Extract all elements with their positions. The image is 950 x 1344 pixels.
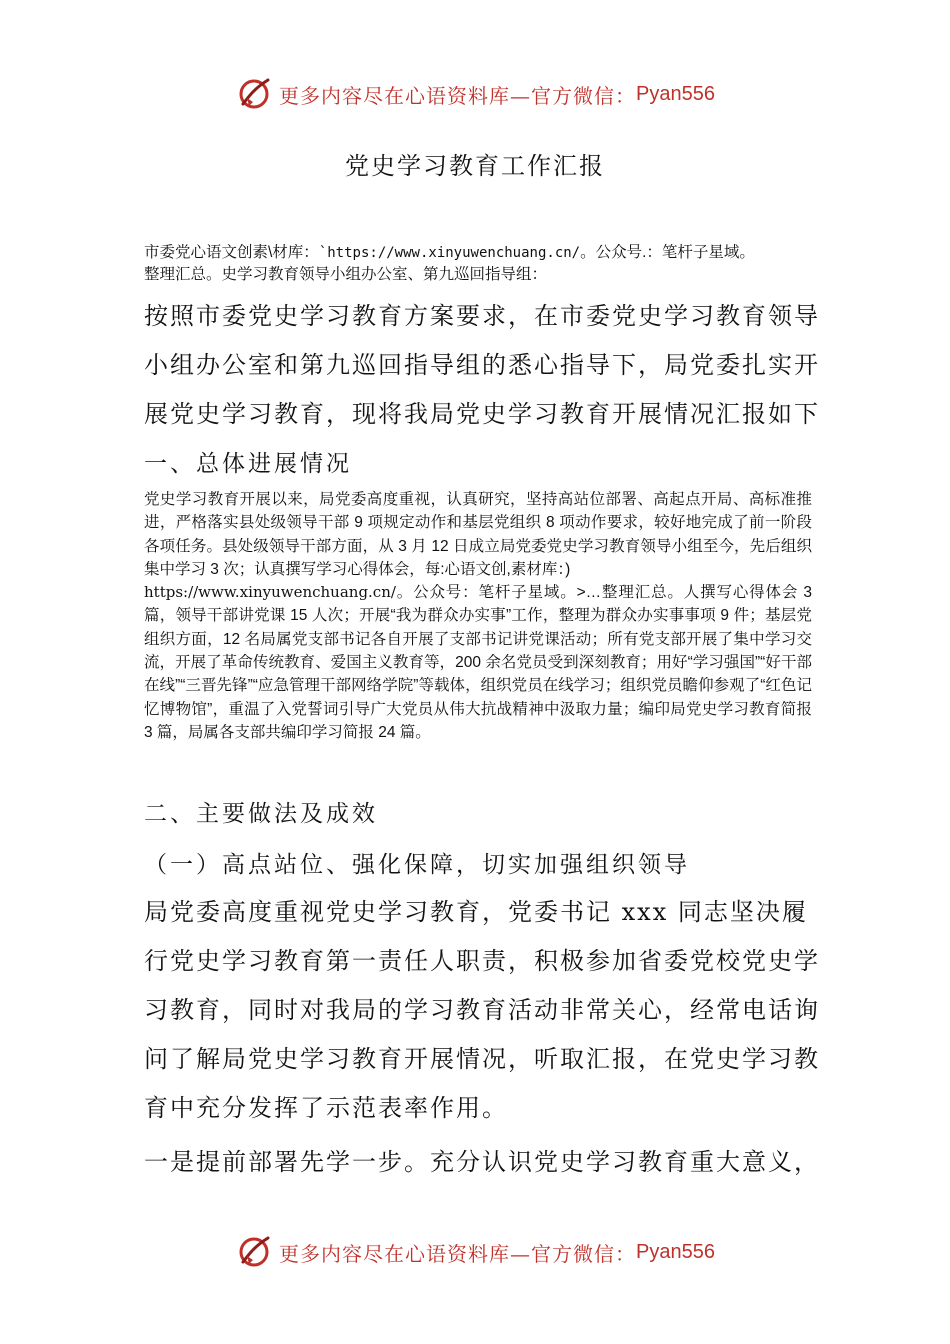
section1-body-part1: 党史学习教育开展以来，局党委高度重视，认真研究，坚持高站位部署、高起点开局、高标准推进，严格落实县处级领导干部 9 项规定动作和基层党组织 8 项动作要求，较好地完成了前一阶段各项任务。县处级领导干部方面，从 3 月 12 日成立局党委党史学习教育领导小组至今，先后组织集中学习 3 次；认真撰写学习心得体会，每:心语文创,素材库：) <box>144 491 812 578</box>
section-heading-overall-progress: 一、总体进展情况 <box>144 451 352 477</box>
subsection1-paragraph: 局党委高度重视党史学习教育，党委书记 xxx 同志坚决履行党史学习教育第一责任人职责，积极参加省委党校党史学习教育，同时对我局的学习教育活动非常关心，经常电话询问了解局党史学习教育开展情况，听取汇报，在党史学习教育中充分发挥了示范表率作用。 <box>144 898 820 1122</box>
section1-body-part2: 。公众号：笔杆子星域。>…整理汇总。人撰写心得体会 3 篇，领导干部讲党课 15 人次；开展“我为群众办实事”工作，整理为群众办实事事项 9 件；基层党组织方面，12 名局属党支部书记各自开展了支部书记讲党课活动；所有党支部开展了集中学习交流，开展了革命传统教育、爱国主义教育等，200 余名党员受到深刻教育；用好“学习强国”“好干部在线”“三晋先锋”“应急管理干部网络学院”等载体，组织党员在线学习；组织党员瞻仰参观了“红色记忆博物馆”，重温了入党誓词引导广大党员从伟大抗战精神中汲取力量；编印局党史学习教育简报 3 篇，局属各支部共编印学习简报 24 篇。 <box>144 584 812 741</box>
header-banner <box>0 74 950 114</box>
wechat-id: Pyan556 <box>636 1240 715 1263</box>
source-note-suffix: 。公众号.：笔杆子星域。 <box>580 244 755 261</box>
document-title: 党史学习教育工作汇报 <box>345 152 605 180</box>
brush-logo-icon <box>235 1232 275 1272</box>
source-note-line2: 整理汇总。史学习教育领导小组办公室、第九巡回指导组： <box>144 266 548 283</box>
subsection-heading-organization: （一）高点站位、强化保障，切实加强组织领导 <box>144 852 690 878</box>
source-note-url: `https://www.xinyuwenchuang.cn/ <box>318 245 581 261</box>
banner-text: 更多内容尽在心语资料库—官方微信： <box>279 1241 637 1266</box>
point-one-paragraph: 一是提前部署先学一步。充分认识党史学习教育重大意义， <box>144 1148 820 1176</box>
source-note-prefix: 市委党心语文创素\材库： <box>144 244 319 261</box>
section1-body-url: https://www.xinyuwenchuang.cn/ <box>144 583 396 602</box>
brush-logo-icon <box>235 74 275 114</box>
footer-banner <box>0 1232 950 1272</box>
section-heading-main-practices: 二、主要做法及成效 <box>144 801 378 827</box>
source-note <box>144 242 814 286</box>
section1-body <box>144 488 812 744</box>
banner-text: 更多内容尽在心语资料库—官方微信： <box>279 83 637 108</box>
wechat-id: Pyan556 <box>636 82 715 105</box>
intro-paragraph: 按照市委党史学习教育方案要求，在市委党史学习教育领导小组办公室和第九巡回指导组的悉心指导下，局党委扎实开展党史学习教育，现将我局党史学习教育开展情况汇报如下 <box>144 302 820 428</box>
